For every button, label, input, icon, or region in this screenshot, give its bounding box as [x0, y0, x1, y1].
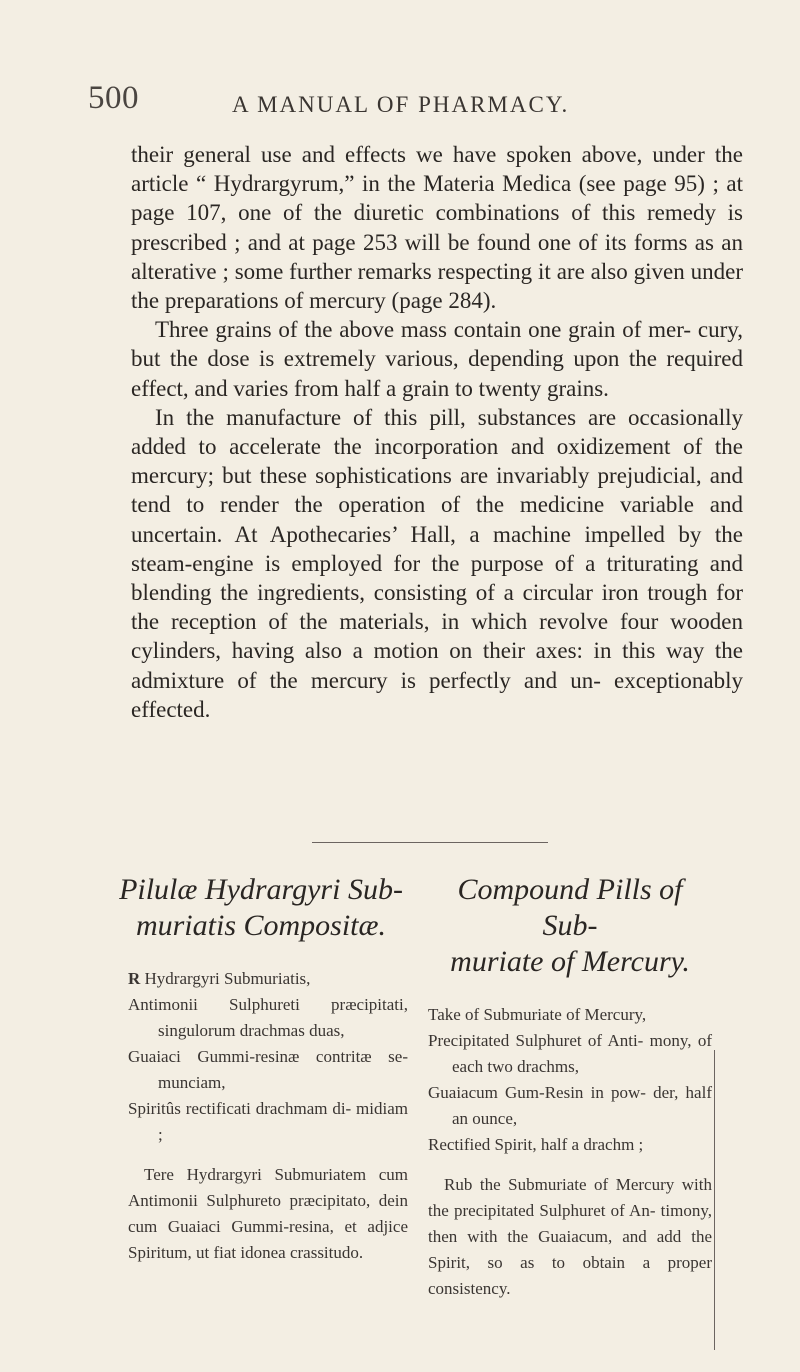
latin-directions: Tere Hydrargyri Submuriatem cum Antimonii Sulphureto præcipitato, dein cum Guaiaci Gummi-resina, et adjice Spiritum, ut fiat idonea crassitudo. — [128, 1165, 408, 1262]
english-recipe-title — [428, 872, 712, 980]
section-divider — [312, 842, 548, 843]
latin-ingredient-1 — [128, 966, 408, 992]
running-head: A MANUAL OF PHARMACY. — [232, 92, 570, 117]
latin-recipe-column — [119, 872, 408, 1266]
latin-recipe-body — [128, 966, 408, 1266]
english-recipe-body — [428, 1002, 712, 1302]
page-number: 500 — [88, 80, 139, 116]
latin-ingredient-4: Spiritûs rectificati drachmam di- midiam ; — [128, 1099, 408, 1144]
latin-title-line2: muriatis Compositæ. — [135, 909, 387, 942]
english-title-line1: Compound Pills of Sub- — [457, 873, 683, 942]
latin-ingredient-3: Guaiaci Gummi-resinæ contritæ se- munciam, — [128, 1047, 408, 1092]
english-ingredient-2: Precipitated Sulphuret of Anti- mony, of each two drachms, — [428, 1031, 712, 1076]
latin-ingredient-1-text: Hydrargyri Submuriatis, — [144, 969, 311, 988]
paragraph-manufacture: In the manufacture of this pill, substances are occasionally added to accelerate the incorporation and oxidizement of the mercury; but these sophistications are invariably prejudicial, and tend to render the operation of the medicine variable and uncertain. At Apothecaries’ Hall, a machine impelled by the steam-engine is employed for the purpose of a triturating and blending the ingredients, consisting of a circular iron trough for the reception of the materials, in which revolve four wooden cylinders, having also a motion on their axes: in this way the admixture of the mercury is perfectly and un- exceptionably effected. — [131, 404, 743, 722]
margin-rule — [714, 1050, 715, 1350]
latin-recipe-title — [114, 872, 408, 944]
latin-ingredient-2: Antimonii Sulphureti præcipitati, singulorum drachmas duas, — [128, 995, 408, 1040]
english-directions: Rub the Submuriate of Mercury with the precipitated Sulphuret of An- timony, then with the Guaiacum, and add the Spirit, so as to obtain a proper consistency. — [428, 1175, 712, 1298]
english-ingredient-1: Take of Submuriate of Mercury, — [428, 1005, 647, 1024]
paragraph-general-use: their general use and effects we have spoken above, under the article “ Hydrargyrum,” in the Materia Medica (see page 95) ; at page 107, one of the diuretic combinations of this remedy is prescribed ; and at page 253 will be found one of its forms as an alterative ; some further remarks respecting it are also given under the preparations of mercury (page 284). — [131, 142, 743, 314]
english-recipe-column — [428, 872, 712, 1302]
english-ingredient-3: Guaiacum Gum-Resin in pow- der, half an ounce, — [428, 1083, 712, 1128]
body-text — [131, 140, 743, 724]
english-ingredient-4: Rectified Spirit, half a drachm ; — [428, 1135, 644, 1154]
latin-title-line1: Pilulæ Hydrargyri Sub- — [119, 873, 403, 906]
paragraph-dose: Three grains of the above mass contain one grain of mer- cury, but the dose is extremely various, depending upon the required effect, and varies from half a grain to twenty grains. — [131, 317, 743, 401]
english-title-line2: muriate of Mercury. — [450, 945, 690, 978]
recipe-symbol: R — [128, 969, 141, 988]
